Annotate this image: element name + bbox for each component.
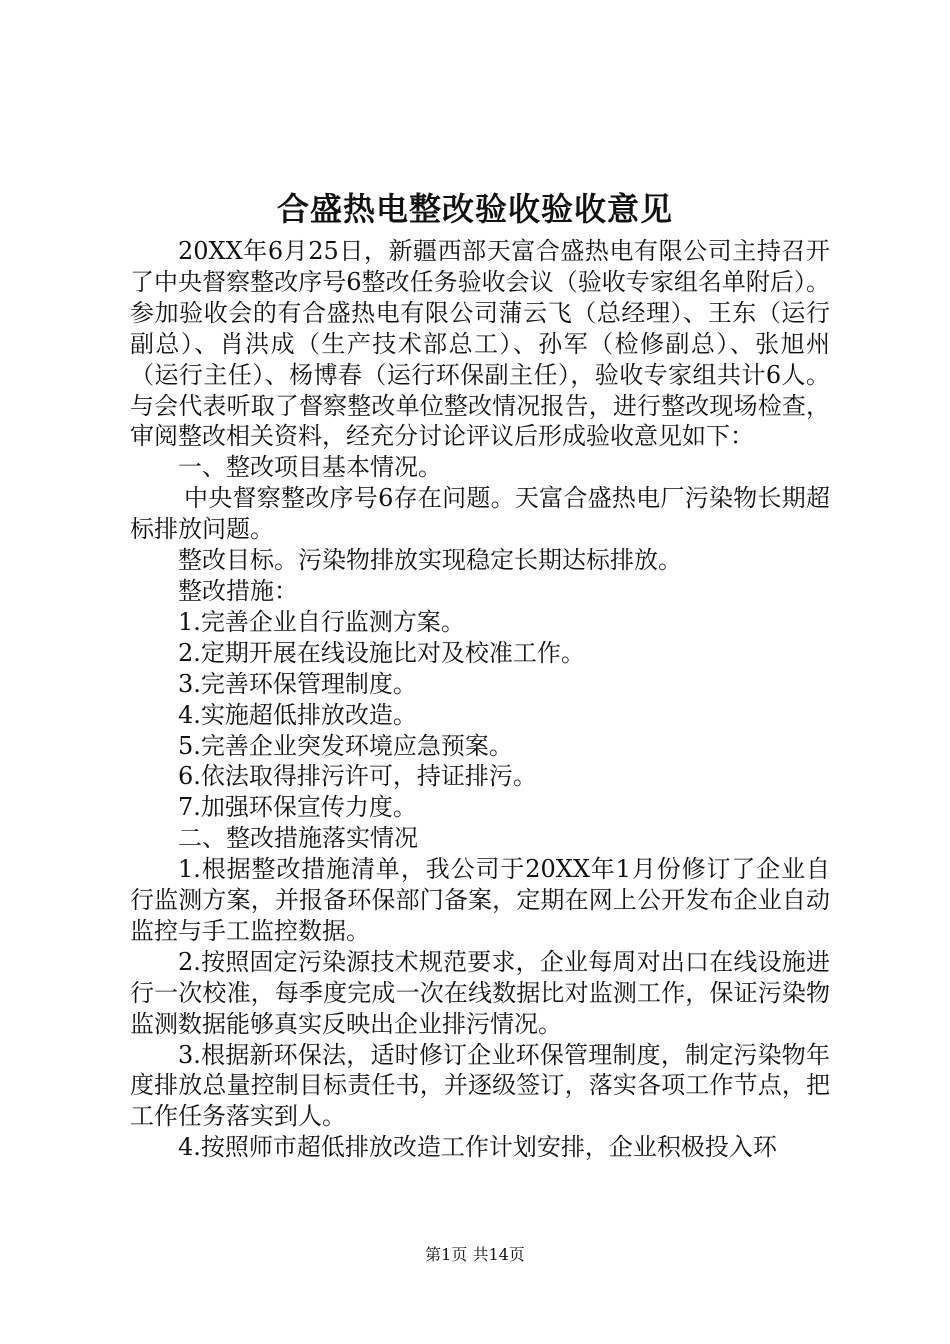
measure-item-4: 4.实施超低排放改造。	[178, 700, 417, 729]
heading-section-2: 二、整改措施落实情况	[178, 824, 418, 853]
measure-item-5: 5.完善企业突发环境应急预案。	[178, 731, 513, 760]
document-body	[130, 236, 830, 1163]
paragraph-measures-label: 整改措施：	[178, 576, 298, 605]
document-title: 合盛热电整改验收验收意见	[276, 190, 673, 228]
paragraph-goal: 整改目标。污染物排放实现稳定长期达标排放。	[178, 546, 682, 575]
implementation-item-1: 1.根据整改措施清单，我公司于20XX年1月份修订了企业自行监测方案，并报备环保部门备案，定期在网上公开发布企业自动监控与手工监控数据。	[130, 855, 830, 945]
measure-item-6: 6.依法取得排污许可，持证排污。	[178, 762, 537, 791]
paragraph-problem: 中央督察整改序号6存在问题。天富合盛热电厂污染物长期超标排放问题。	[130, 484, 830, 544]
implementation-item-2: 2.按照固定污染源技术规范要求，企业每周对出口在线设施进行一次校准，每季度完成一次在线数据比对监测工作，保证污染物监测数据能够真实反映出企业排污情况。	[130, 947, 830, 1038]
heading-section-1: 一、整改项目基本情况。	[178, 453, 442, 482]
implementation-item-4: 4.按照师市超低排放改造工作计划安排，企业积极投入环	[178, 1133, 777, 1162]
measure-item-1: 1.完善企业自行监测方案。	[178, 607, 465, 636]
implementation-item-3: 3.根据新环保法，适时修订企业环保管理制度，制定污染物年度排放总量控制目标责任书，并逐级签订，落实各项工作节点，把工作任务落实到人。	[130, 1040, 830, 1131]
measure-item-2: 2.定期开展在线设施比对及校准工作。	[178, 638, 585, 667]
page-footer: 第1页 共14页	[425, 1245, 525, 1264]
measure-item-3: 3.完善环保管理制度。	[178, 669, 417, 698]
measure-item-7: 7.加强环保宣传力度。	[178, 793, 417, 822]
paragraph-intro: 20XX年6月25日，新疆西部天富合盛热电有限公司主持召开了中央督察整改序号6整改任务验收会议（验收专家组名单附后）。参加验收会的有合盛热电有限公司蒲云飞（总经理）、王东（运行副总）、肖洪成（生产技术部总工）、孙军（检修副总）、张旭州（运行主任）、杨博春（运行环保副主任），验收专家组共计6人。与会代表听取了督察整改单位整改情况报告，进行整改现场检查，审阅整改相关资料，经充分讨论评议后形成验收意见如下：	[130, 237, 830, 451]
